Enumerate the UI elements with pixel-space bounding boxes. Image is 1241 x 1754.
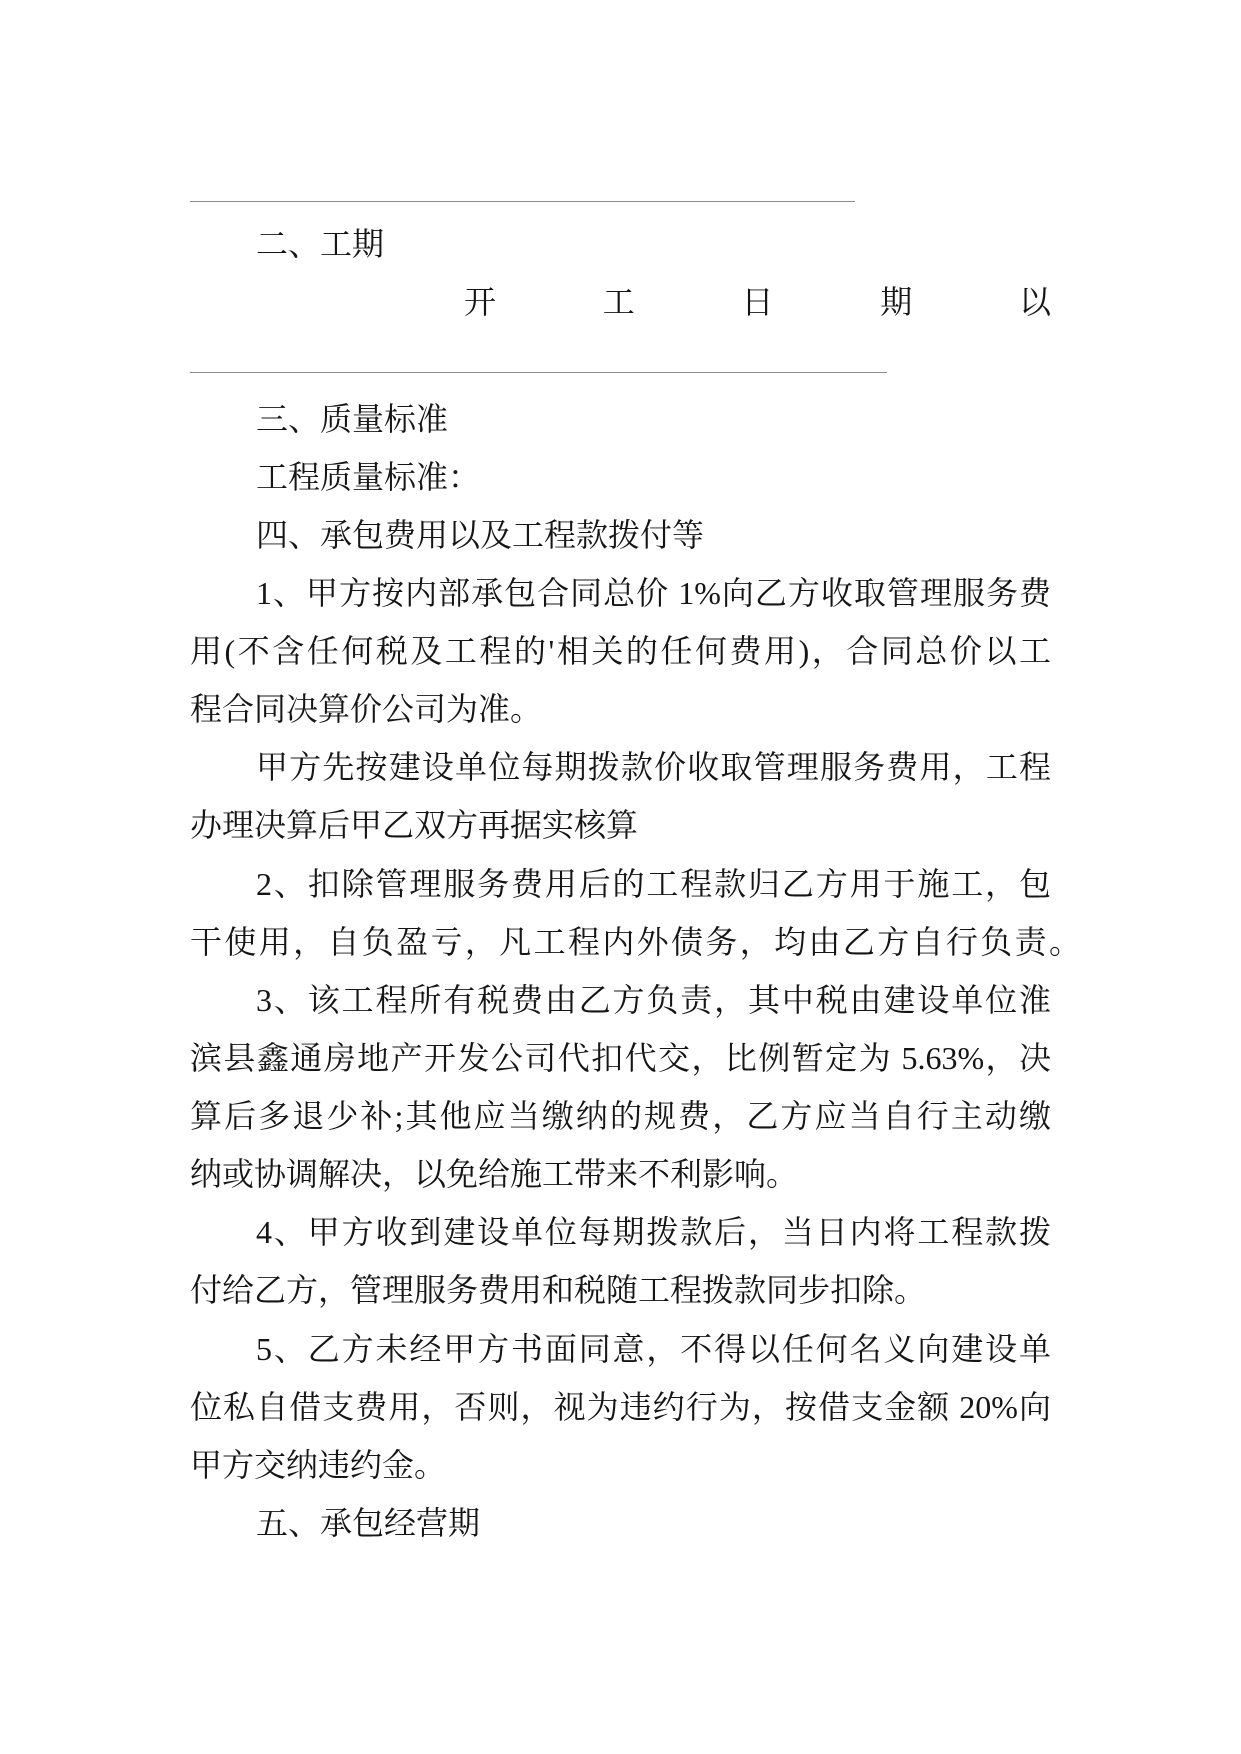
- clause-5-line-1: 5、乙方未经甲方书面同意，不得以任何名义向建设单: [256, 1330, 1051, 1367]
- clause-3-line-2: 滨县鑫通房地产开发公司代扣代交，比例暂定为 5.63%，决: [190, 1039, 1051, 1076]
- clause-1-line-1: 1、甲方按内部承包合同总价 1%向乙方收取管理服务费: [256, 574, 1051, 611]
- clause-2-line-1: 2、扣除管理服务费用后的工程款归乙方用于施工，包: [256, 865, 1051, 902]
- clause-3-line-4: 纳或协调解决，以免给施工带来不利影响。: [190, 1156, 799, 1193]
- clause-2-project-funds: [190, 855, 1081, 971]
- section-heading-contract-period: 五、承包经营期: [256, 1504, 481, 1541]
- clause-1-management-fee: [190, 564, 1051, 738]
- clause-3-taxes: [190, 971, 1051, 1204]
- clause-1-line-2: 用(不含任何税及工程的'相关的任何费用)，合同总价以工: [190, 633, 1051, 669]
- blank-underline: [190, 201, 855, 202]
- clause-5-borrowing: [190, 1320, 1051, 1494]
- clause-5-line-3: 甲方交纳违约金。: [190, 1446, 447, 1483]
- clause-3-line-3: 算后多退少补;其他应当缴纳的规费，乙方应当自行主动缴: [190, 1098, 1051, 1134]
- document-body: [190, 157, 1081, 1552]
- section-heading-contract-fees: 四、承包费用以及工程款拨付等: [256, 516, 705, 553]
- blank-underline: [190, 372, 887, 373]
- clause-5-line-2: 位私自借支费用，否则，视为违约行为，按借支金额 20%向: [190, 1388, 1051, 1425]
- clause-2-line-2: 干使用，自负盈亏，凡工程内外债务，均由乙方自行负责。: [190, 923, 1081, 960]
- section-heading-quality-standard: 三、质量标准: [256, 400, 449, 437]
- clause-4-line-1: 4、甲方收到建设单位每期拨款后，当日内将工程款拨: [256, 1214, 1051, 1251]
- clause-3-line-1: 3、该工程所有税费由乙方负责，其中税由建设单位淮: [256, 981, 1051, 1018]
- section-heading-work-period: 二、工期: [256, 226, 385, 263]
- clause-1-supplement: [190, 738, 1051, 854]
- clause-1-line-3: 程合同决算价公司为准。: [190, 691, 543, 728]
- fill-in-blank-line-2: [190, 331, 1051, 389]
- quality-standard-label: 工程质量标准：: [256, 458, 481, 495]
- clause-1-supplement-line-2: 办理决算后甲乙双方再据实核算: [190, 807, 639, 844]
- clause-4-line-2: 付给乙方，管理服务费用和税随工程拨款同步扣除。: [190, 1272, 927, 1309]
- clause-1-supplement-line-1: 甲方先按建设单位每期拨款价收取管理服务费用，工程: [256, 749, 1051, 786]
- start-date-text: 开工日期以: [464, 284, 1051, 321]
- fill-in-blank-line-1: [190, 157, 1051, 215]
- clause-4-payment: [190, 1203, 1051, 1319]
